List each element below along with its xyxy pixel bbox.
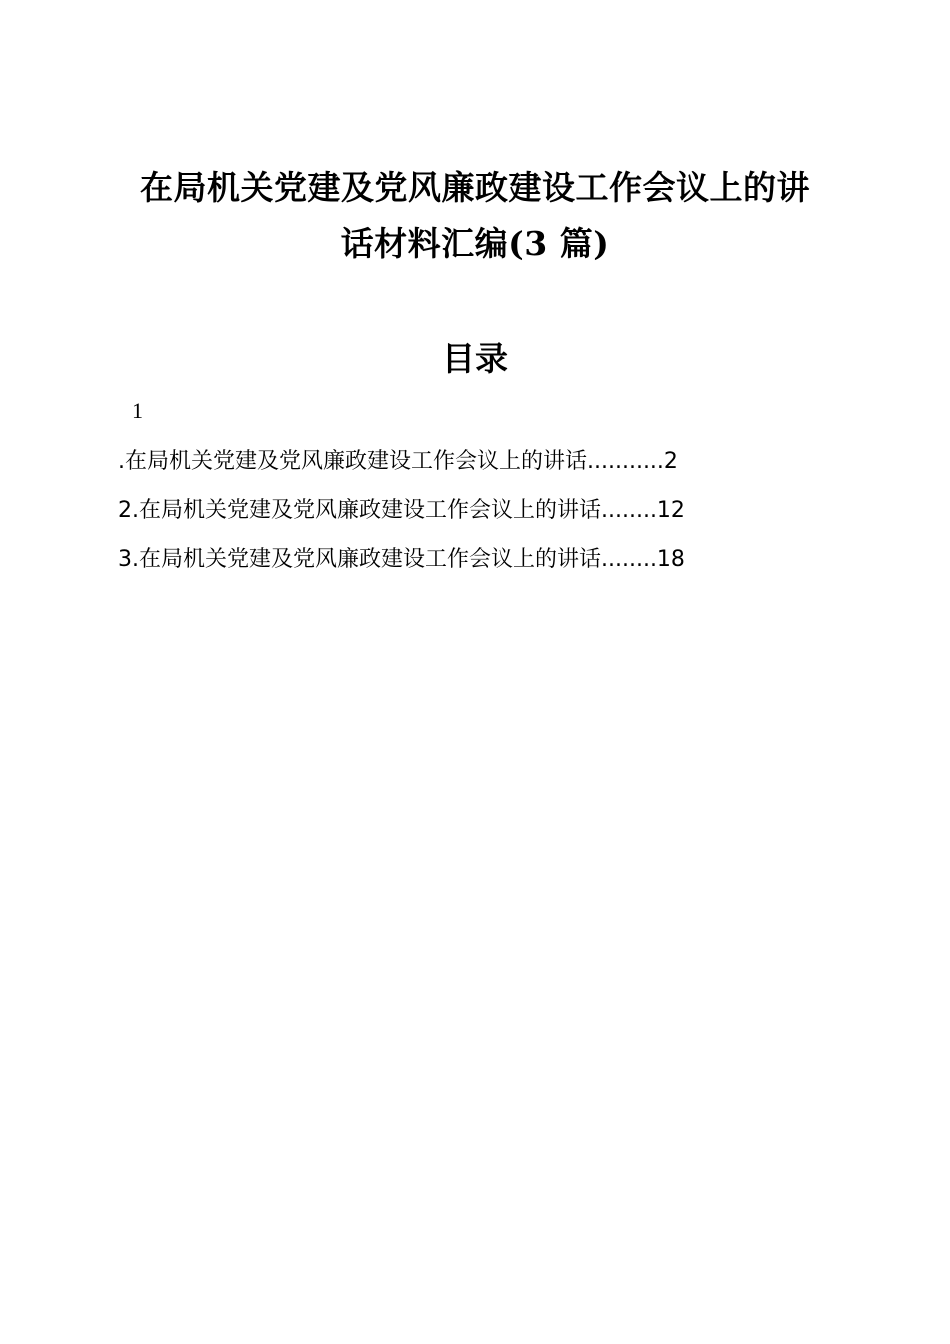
document-title-line-1: 在局机关党建及党风廉政建设工作会议上的讲 [140, 168, 810, 207]
toc-entry[interactable]: 3.在局机关党建及党风廉政建设工作会议上的讲话........18 [118, 547, 685, 572]
table-of-contents [118, 444, 838, 591]
toc-first-entry-number: 1 [132, 398, 143, 423]
toc-entry[interactable]: 2.在局机关党建及党风廉政建设工作会议上的讲话........12 [118, 498, 685, 523]
toc-heading: 目录 [442, 339, 508, 378]
toc-entry[interactable]: .在局机关党建及党风廉政建设工作会议上的讲话...........2 [118, 449, 678, 474]
document-title [100, 160, 850, 272]
document-title-line-2: 话材料汇编(3 篇) [340, 224, 610, 263]
